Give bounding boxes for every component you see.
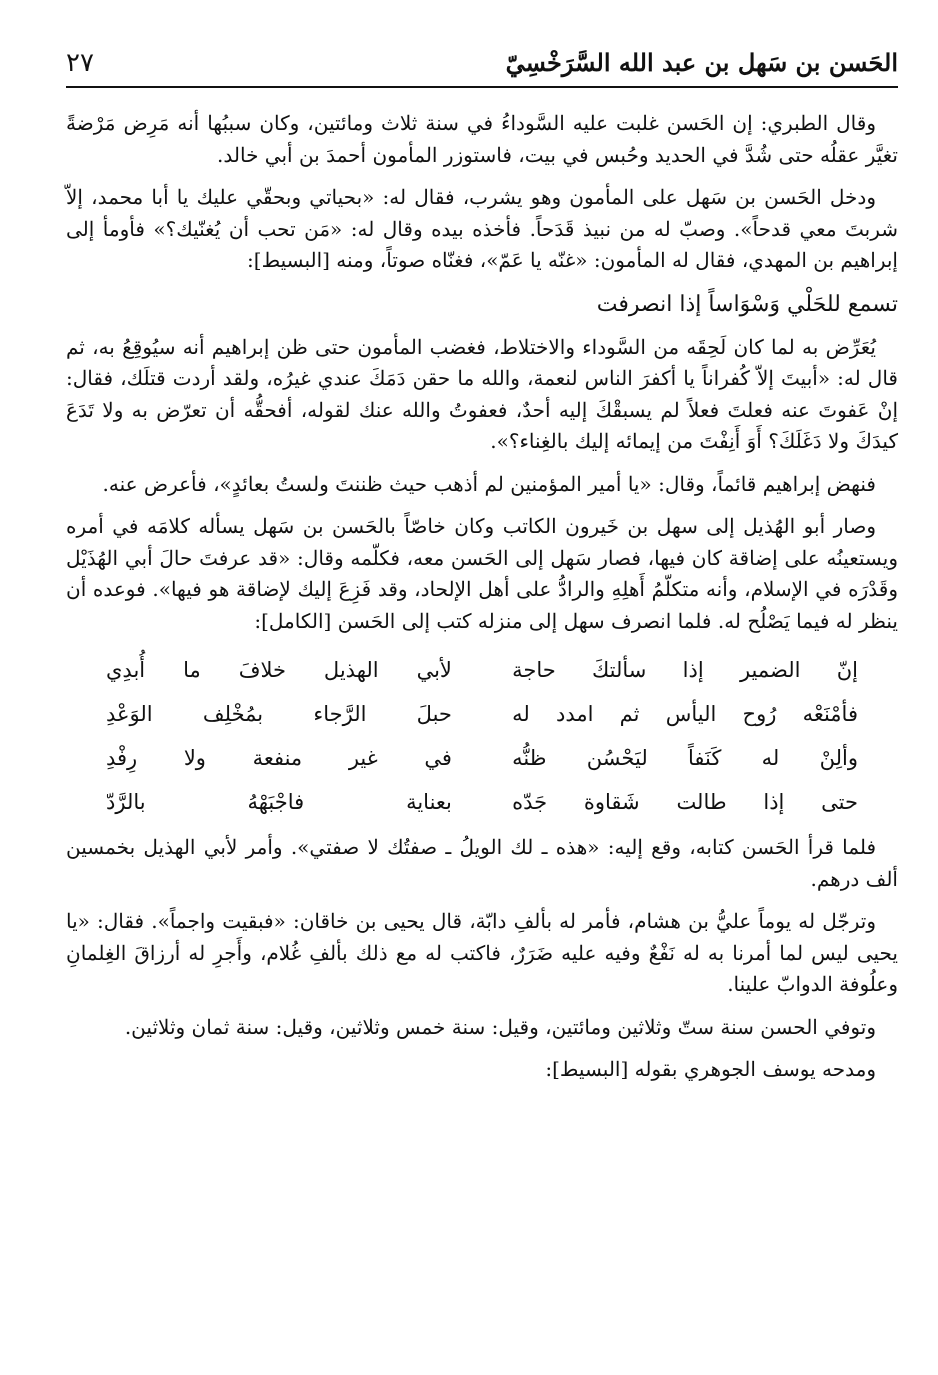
paragraph-abu-hudhayl	[66, 511, 898, 637]
paragraph-death: وتوفي الحسن سنة ستّ وثلاثين ومائتين، وقيل: سنة خمس وثلاثين، وقيل: سنة ثمان وثلاثين.	[124, 1014, 876, 1039]
poem-verse	[106, 692, 858, 736]
meter-label-basit: [البسيط]:	[247, 248, 330, 272]
book-page	[66, 38, 898, 1097]
poem-verse	[106, 780, 858, 824]
paragraph-jawhari: ومدحه يوسف الجوهري بقوله [البسيط]:	[545, 1057, 876, 1081]
poem	[106, 648, 858, 824]
verse-right-hemistich: وألِنْ له كَنَفاً ليَحْسُن ظنُّه	[512, 746, 858, 770]
poem-verse	[106, 736, 858, 780]
verse-left-hemistich: حبلَ الرَّجاء بمُخْلِف الوَعْدِ	[106, 702, 452, 726]
verse-left-hemistich: بعناية فاجْبَهْهُ بالرَّدّ	[106, 790, 452, 814]
paragraph-mamun-drink	[66, 182, 898, 277]
paragraph-tabari: وقال الطبري: إن الحَسن غلبت عليه السَّوداءُ في سنة ثلاث ومائتين، وكان سببُها أنه مَرِض مَرْضةً تغيَّر عقلُه حتى شُدَّ في الحديد وحُبس في بيت، فاستوزر المأمون أحمدَ بن أبي خالد.	[66, 111, 898, 167]
paragraph-hasan-reply: فلما قرأ الحَسن كتابه، وقع إليه: «هذه ـ لك الويلُ ـ صفتُك لا صفتي». وأمر لأبي الهذيل بخمسين ألف درهم.	[66, 835, 898, 891]
paragraph-abu-hudhayl-text: وصار أبو الهُذيل إلى سهل بن خَيرون الكاتب وكان خاصّاً بالحَسن بن سَهل يسأله كلامَه في أمره ويستعينُه على إضاقة كان فيها، فصار سَهل إلى الحَسن معه، فكلّمه وقال: «قد عرفتَ حالَ أبي الهُذَيْل وقَدْرَه في الإسلام، وأنه متكلّمُ أَهلِهِ والرادُّ على أهل الإلحاد، وقد فَزِعَ إليك لإضاقة هو فيها». فوعده أن ينظر له فيما يَصْلُح له. فلما انصرف سهل إلى منزله كتب إلى الحَسن	[66, 514, 898, 633]
paragraph-ibrahim: فنهض إبراهيم قائماً، وقال: «يا أمير المؤمنين لم أذهب حيث ظننتَ ولستُ بعائدٍ»، فأعرض عنه.	[102, 471, 876, 496]
verse-hemistich: تسمع للحَلْي وَسْوَاساً إذا انصرفت	[596, 291, 898, 317]
paragraph-allusion: يُعَرِّض به لما كان لَحِقَه من السَّوداء والاختلاط، فغضب المأمون حتى ظن إبراهيم أنه سيُوقِعُ به، ثم قال له: «أبيتَ إلاّ كُفراناً يا أكفرَ الناس لنعمة، والله ما حقن دَمَكَ عندي غيرُه، ولقد أردت قتلَك، فقال: إنْ عَفوتَ عنه فعلتَ فعلاً لم يسبقْكَ إليه أحدٌ، فعفوتُ والله عنك لقوله، أفحقُّه أن تعرّض به ولا تَدَعَ كيدَكَ ولا دَغَلَكَ؟ أَوَ أَنِفْتَ من إيمائه إليك بالغِناء؟».	[66, 334, 898, 453]
page-number: ٢٧	[66, 48, 94, 78]
verse-left-hemistich: لأبي الهذيل خلافَ ما أُبدِي	[106, 658, 452, 682]
page-header	[66, 38, 898, 88]
verse-right-hemistich: حتى إذا طالت شَقاوة جَدّه	[512, 790, 858, 814]
meter-label-kamil: [الكامل]:	[254, 608, 332, 633]
verse-right-hemistich: فأمْنَعْه رُوح اليأس ثم امدد له	[512, 702, 858, 726]
poem-verse	[106, 648, 858, 692]
paragraph-mamun-drink-text: ودخل الحَسن بن سَهل على المأمون وهو يشرب، فقال له: «بحياتي وبحقّي عليك يا أبا محمد، إلاّ شربتَ معي قدحاً». وصبّ له من نبيذ قَدَحاً. فأخذه بيده وقال له: «مَن تحب أن يُغنّيك؟» فأومأ إلى إبراهيم بن المهدي، فقال له المأمون: «غنّه يا عَمّ»، فغنّاه صوتاً، ومنه	[66, 185, 898, 272]
paragraph-ali-hisham: وترجّل له يوماً عليُّ بن هشام، فأمر له بألفِ دابّة، قال يحيى بن خاقان: «فبقيت واجماً». فقال: «يا يحيى ليس لما أمرنا به له نَفْعٌ وفيه عليه ضَرَرٌ، فاكتب له مع ذلك بألفِ غُلام، وأَجرِ له أرزاقَ الغِلمانِ وعلُوفة الدوابّ علينا.	[66, 909, 898, 996]
page-body	[66, 88, 898, 1086]
verse-left-hemistich: في غير منفعة ولا رِفْدِ	[106, 746, 452, 770]
running-title: الحَسن بن سَهل بن عبد الله السَّرَخْسِيّ	[505, 48, 898, 77]
verse-right-hemistich: إنّ الضمير إذا سألتكَ حاجة	[512, 658, 858, 682]
